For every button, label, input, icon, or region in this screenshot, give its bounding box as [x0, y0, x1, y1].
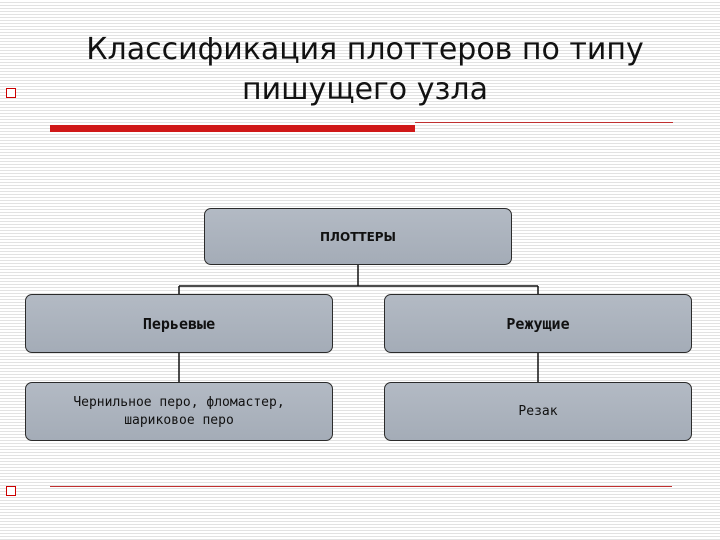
root-node-plotters: ПЛОТТЕРЫ — [204, 208, 512, 265]
bullet-square-icon — [6, 88, 16, 98]
footer-divider-line — [50, 486, 672, 487]
node-cutting-plotters: Режущие — [384, 294, 692, 353]
node-pen-plotters: Перьевые — [25, 294, 333, 353]
page-title: Классификация плоттеров по типу пишущего узла — [86, 32, 644, 107]
node-cutting-plotters-detail: Резак — [384, 382, 692, 441]
bullet-square-icon — [6, 486, 16, 496]
node-pen-plotters-detail: Чернильное перо, фломастер, шариковое перо — [25, 382, 333, 441]
